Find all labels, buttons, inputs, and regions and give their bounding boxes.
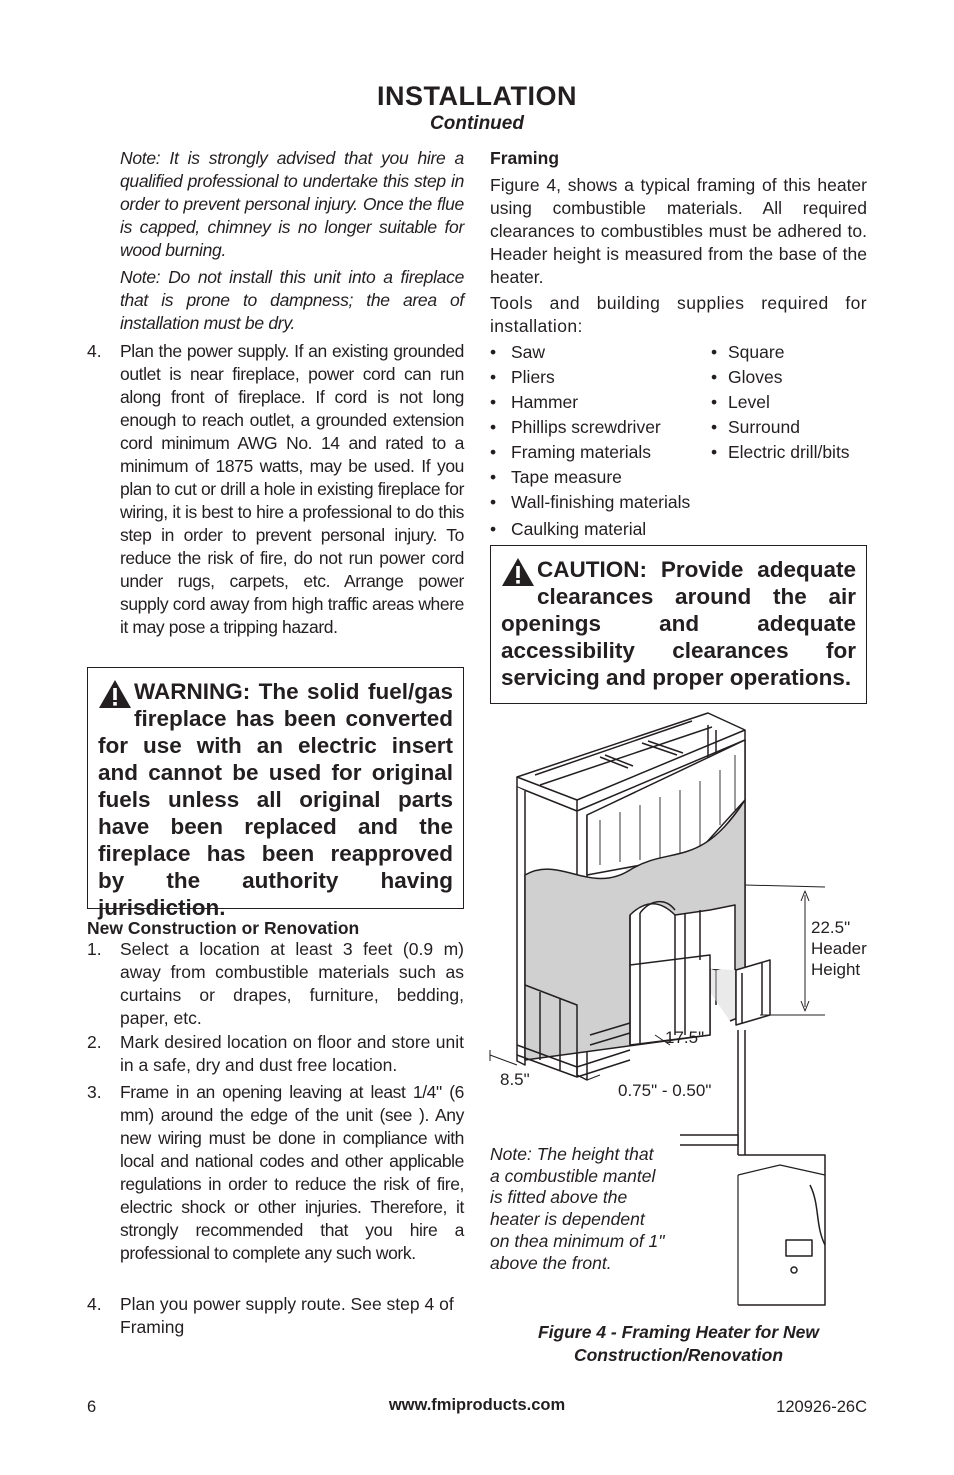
footer-url: www.fmiproducts.com xyxy=(388,1396,566,1414)
list-item: • Pliers xyxy=(490,367,555,387)
label-clearance: 0.75" - 0.50" xyxy=(618,1081,712,1100)
list-item: • Level xyxy=(711,392,770,412)
page-number: 6 xyxy=(87,1398,97,1416)
framing-paragraph: Figure 4, shows a typical framing of this heater using combustible materials. All required clearances to combustibles must be adhered to. Header height is measured from the base of the heater. xyxy=(490,175,867,287)
caution-box xyxy=(490,545,867,704)
list-item: • Square xyxy=(711,342,785,362)
list-item: • Hammer xyxy=(490,392,579,412)
caution-text: CAUTION: Provide adequate clearances around the air openings and adequate accessibility clearances for servicing and proper operations. xyxy=(501,557,856,690)
list-item: • Surround xyxy=(711,417,800,437)
section-heading-new-construction: New Construction or Renovation xyxy=(87,918,360,938)
list-item: • Framing materials xyxy=(490,442,652,462)
list-item: 2. Mark desired location on floor and store unit in a safe, dry and dust free location. xyxy=(87,1032,464,1075)
list-item: 1. Select a location at least 3 feet (0.9 m) away from combustible materials such as curtains or drapes, furniture, bedding, paper, etc. xyxy=(87,939,464,1028)
tools-list-left xyxy=(490,340,705,542)
step-number: 4. xyxy=(87,341,102,361)
page-title: INSTALLATION xyxy=(377,81,577,111)
section-heading-framing: Framing xyxy=(490,148,560,168)
note-dampness: Note: Do not install this unit into a fireplace that is prone to dampness; the area of installation must be dry. xyxy=(120,267,464,333)
figure-caption: Figure 4 - Framing Heater for New Construction/Renovation xyxy=(537,1322,820,1365)
label-17-5: 17.5" xyxy=(665,1028,705,1047)
list-item: • Caulking material xyxy=(490,519,647,539)
tools-list-right xyxy=(711,340,871,465)
figure-note: Note: The height that a combustible mantel is fitted above the heater is dependent on thea minimum of 1" above the front. xyxy=(490,1144,665,1273)
list-item: 4. Plan you power supply route. See step 4 of Framing xyxy=(87,1294,454,1337)
step-4-power-supply xyxy=(87,340,464,639)
list-item: 3. Frame in an opening leaving at least 1/4" (6 mm) around the edge of the unit (see ). Any new wiring must be done in compliance with local and national codes and other applicable regulations in order to reduce the risk of fire, electric shock or other injuries. Therefore, it strongly recommended that you hire a professional to complete any such work. xyxy=(87,1082,464,1263)
tools-intro: Tools and building supplies required for installation: xyxy=(490,293,867,336)
list-item: • Electric drill/bits xyxy=(711,442,850,462)
list-item: • Wall-finishing materials xyxy=(490,492,691,512)
list-item: • Gloves xyxy=(711,367,783,387)
list-item: • Tape measure xyxy=(490,467,622,487)
warning-icon xyxy=(501,557,535,587)
label-header-height: 22.5" Header Height xyxy=(811,918,867,979)
label-8-5: 8.5" xyxy=(500,1070,530,1089)
document-code: 120926-26C xyxy=(776,1398,867,1416)
list-item: • Saw xyxy=(490,342,546,362)
note-chimney: Note: It is strongly advised that you hire a qualified professional to undertake this step in order to prevent personal injury. Once the flue is capped, chimney is no longer suitable for wood burning. xyxy=(120,148,464,260)
step-text: Plan the power supply. If an existing grounded outlet is near fireplace, power cord can run along front of fireplace. If cord is not long enough to reach outlet, a grounded extension cord minimum AWG No. 14 and rated to a minimum of 1875 watts, may be used. If you plan to cut or drill a hole in existing fireplace for wiring, it is best to hire a professional to do this step in order to prevent personal injury. To reduce the risk of fire, do not run power cord under rugs, carpets, etc. Arrange power supply cord away from high traffic areas where it may pose a tripping hazard. xyxy=(120,341,464,637)
list-item: • Phillips screwdriver xyxy=(490,417,661,437)
warning-icon xyxy=(98,679,132,709)
warning-box xyxy=(87,667,464,920)
warning-text: WARNING: The solid fuel/gas fireplace has been converted for use with an electric insert and cannot be used for original fuels unless all original parts have been replaced and the fireplace has been reapproved by the authority having jurisdiction. xyxy=(98,679,453,920)
page-subtitle: Continued xyxy=(430,113,524,134)
